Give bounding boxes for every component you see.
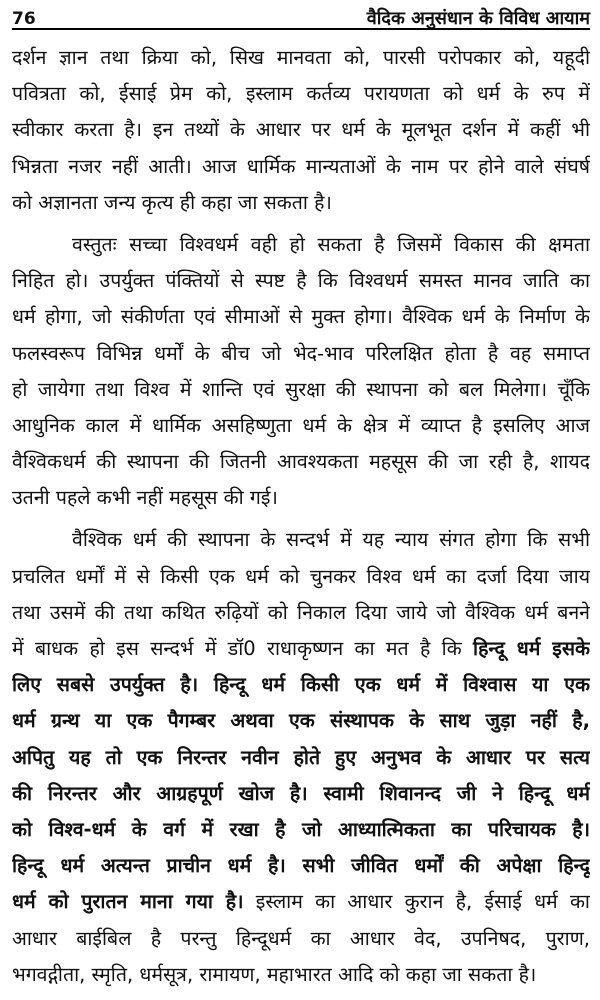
text-line: निहित हो। उपर्युक्त पंक्तियों से स्पष्ट है कि विश्वधर्म समस्त मानव जाति का bbox=[12, 269, 590, 293]
paragraph-2 bbox=[12, 227, 590, 517]
text-line-mixed bbox=[12, 884, 590, 920]
paragraph-3 bbox=[12, 522, 590, 992]
text-line: प्रचलित धर्मों में से किसी एक धर्म को चुनकर विश्व धर्म का दर्जा दिया जाय bbox=[12, 564, 590, 588]
bold-quote-line: लिए सबसे उपर्युक्त है। हिन्दू धर्म किसी एक धर्म में विश्वास या एक bbox=[12, 673, 590, 697]
page-number: 76 bbox=[12, 9, 36, 29]
text-line: स्वीकार करता है। इन तथ्यों के आधार पर धर्म के मूलभूत दर्शन में कहीं भी bbox=[12, 118, 590, 142]
text-line: आधुनिक काल में धार्मिक असहिष्णुता धर्म के क्षेत्र में व्याप्त है इसलिए आज bbox=[12, 413, 590, 437]
text-line: भगवद्गीता, स्मृति, धर्मसूत्र, रामायण, महाभारत आदि को कहा जा सकता है। bbox=[12, 962, 537, 986]
text-line-mixed bbox=[12, 631, 590, 667]
bold-quote-span: धर्म को पुरातन माना गया है। bbox=[12, 890, 244, 914]
bold-quote-line: अपितु यह तो एक निरन्तर नवीन होते हुए अनुभव के आधार पर सत्य bbox=[12, 745, 590, 769]
text-line: वस्तुतः सच्चा विश्वधर्म वही हो सकता है जिसमें विकास की क्षमता bbox=[72, 232, 590, 256]
page-header bbox=[12, 0, 590, 30]
bold-quote-line: को विश्व-धर्म के वर्ग में रखा है जो आध्यात्मिकता का परिचायक है। bbox=[12, 817, 590, 841]
text-line: उतनी पहले कभी नहीं महसूस की गई। bbox=[12, 486, 278, 510]
text-line: धर्म होगा, जो संकीर्णता एवं सीमाओं से मुक्त होगा। वैश्विक धर्म के निर्माण के bbox=[12, 305, 590, 329]
page-body bbox=[12, 40, 590, 993]
text-line: दर्शन ज्ञान तथा क्रिया को, सिख मानवता को, पारसी परोपकार को, यहूदी bbox=[12, 46, 590, 69]
bold-quote-line: की निरन्तर और आग्रहपूर्ण खोज है। स्वामी शिवानन्द जी ने हिन्दू धर्म bbox=[12, 781, 590, 805]
text-line: हो जायेगा तथा विश्व में शान्ति एवं सुरक्षा की स्थापना को बल मिलेगा। चूँकि bbox=[12, 377, 590, 401]
text-line: वैश्विकधर्म की स्थापना की जितनी आवश्यकता महसूस की जा रही है, शायद bbox=[12, 450, 590, 474]
running-title: वैदिक अनुसंधान के विविध आयाम bbox=[366, 8, 590, 29]
text-line: फलस्वरूप विभिन्न धर्मों के बीच जो भेद-भाव परिलक्षित होता है वह समाप्त bbox=[12, 341, 590, 365]
bold-quote-line: धर्म ग्रन्थ या एक पैगम्बर अथवा एक संस्थापक के साथ जुड़ा नहीं है, bbox=[12, 709, 590, 733]
text-line: वैश्विक धर्म की स्थापना के सन्दर्भ में यह न्याय संगत होगा कि सभी bbox=[72, 528, 590, 552]
text-line: पवित्रता को, ईसाई प्रेम को, इस्लाम कर्तव्य परायणता को धर्म के रुप में bbox=[12, 82, 590, 106]
bold-quote-span: हिन्दू धर्म इसके bbox=[473, 637, 590, 660]
text-line: तथा उसमें की तथा कथित रुढ़ियों को निकाल दिया जाये जो वैश्विक धर्म बनने bbox=[12, 600, 590, 624]
paragraph-1 bbox=[12, 40, 590, 221]
text-line: भिन्नता नजर नहीं आती। आज धार्मिक मान्यताओं के नाम पर होने वाले संघर्ष bbox=[12, 154, 590, 178]
bold-quote-line: हिन्दू धर्म अत्यन्त प्राचीन धर्म है। सभी जीवित धर्मों की अपेक्षा हिन्दू bbox=[12, 854, 590, 878]
text-line: को अज्ञानता जन्य कृत्य ही कहा जा सकता है। bbox=[12, 190, 332, 214]
text-span: में बाधक हो इस सन्दर्भ में डॉ0 राधाकृष्णन का मत है कि bbox=[12, 637, 462, 660]
text-line: आधार बाईबिल है परन्तु हिन्दूधर्म का आधार वेद, उपनिषद, पुराण, bbox=[12, 926, 590, 950]
text-span: इस्लाम का आधार कुरान है, ईसाई धर्म का bbox=[255, 890, 590, 914]
